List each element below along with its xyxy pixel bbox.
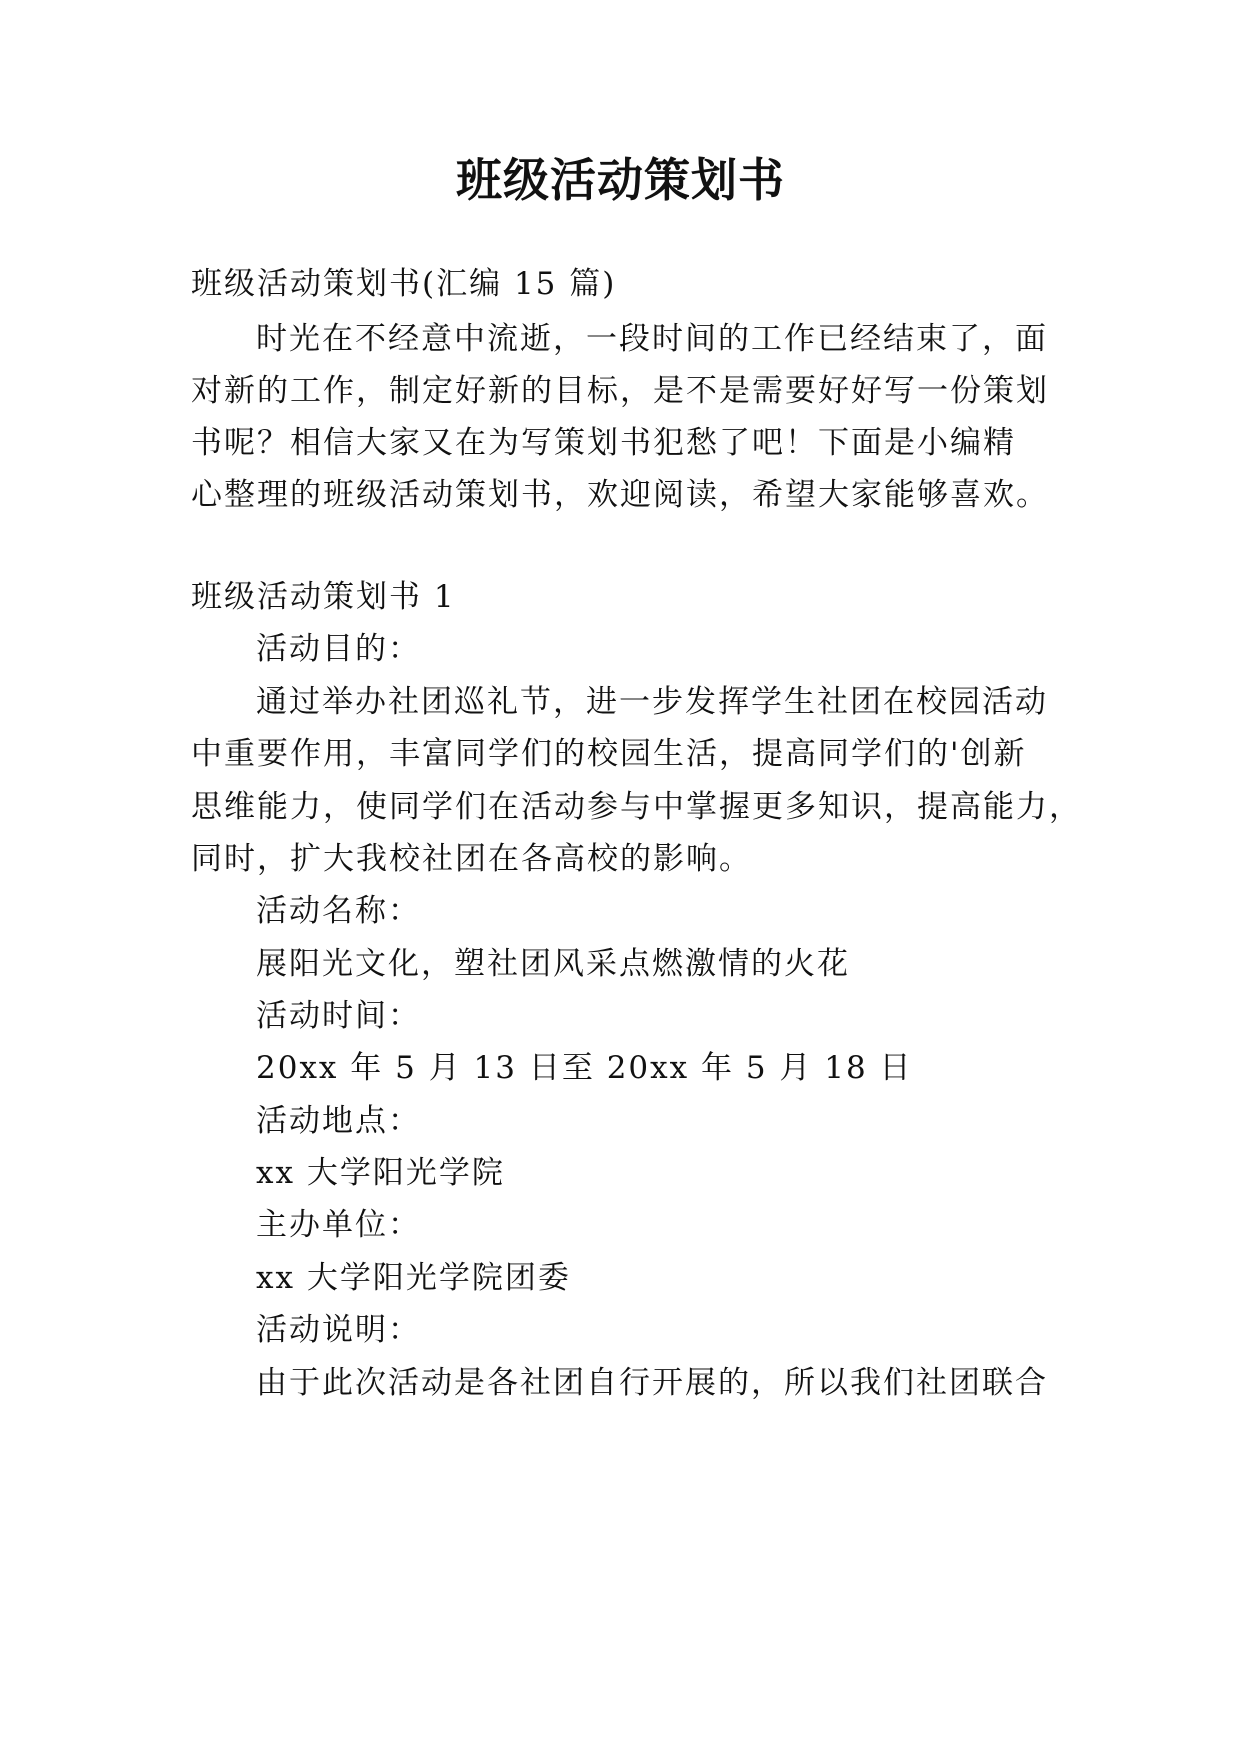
intro-line-2: 对新的工作，制定好新的目标，是不是需要好好写一份策划 — [191, 373, 1049, 409]
intro-line-3: 书呢？相信大家又在为写策划书犯愁了吧！下面是小编精 — [191, 425, 1016, 461]
host-value: xx 大学阳光学院团委 — [256, 1260, 571, 1296]
time-label: 活动时间： — [256, 998, 421, 1034]
purpose-label: 活动目的： — [256, 631, 421, 667]
time-value: 20xx 年 5 月 13 日至 20xx 年 5 月 18 日 — [256, 1050, 913, 1086]
purpose-line-1: 通过举办社团巡礼节，进一步发挥学生社团在校园活动 — [256, 684, 1048, 720]
purpose-line-2: 中重要作用，丰富同学们的校园生活，提高同学们的'创新 — [191, 736, 1027, 772]
desc-line: 由于此次活动是各社团自行开展的，所以我们社团联合 — [256, 1365, 1048, 1401]
host-label: 主办单位： — [256, 1207, 421, 1243]
purpose-line-3: 思维能力，使同学们在活动参与中掌握更多知识，提高能力， — [191, 789, 1082, 825]
name-value: 展阳光文化，塑社团风采点燃激情的火花 — [256, 946, 850, 982]
section-heading: 班级活动策划书 1 — [191, 579, 456, 615]
intro-line-1: 时光在不经意中流逝，一段时间的工作已经结束了，面 — [256, 321, 1048, 357]
purpose-line-4: 同时，扩大我校社团在各高校的影响。 — [191, 841, 752, 877]
document-title: 班级活动策划书 — [456, 153, 785, 207]
intro-heading: 班级活动策划书(汇编 15 篇) — [191, 266, 617, 302]
desc-label: 活动说明： — [256, 1312, 421, 1348]
place-label: 活动地点： — [256, 1103, 421, 1139]
intro-line-4: 心整理的班级活动策划书，欢迎阅读，希望大家能够喜欢。 — [191, 477, 1049, 513]
place-value: xx 大学阳光学院 — [256, 1155, 505, 1191]
name-label: 活动名称： — [256, 893, 421, 929]
